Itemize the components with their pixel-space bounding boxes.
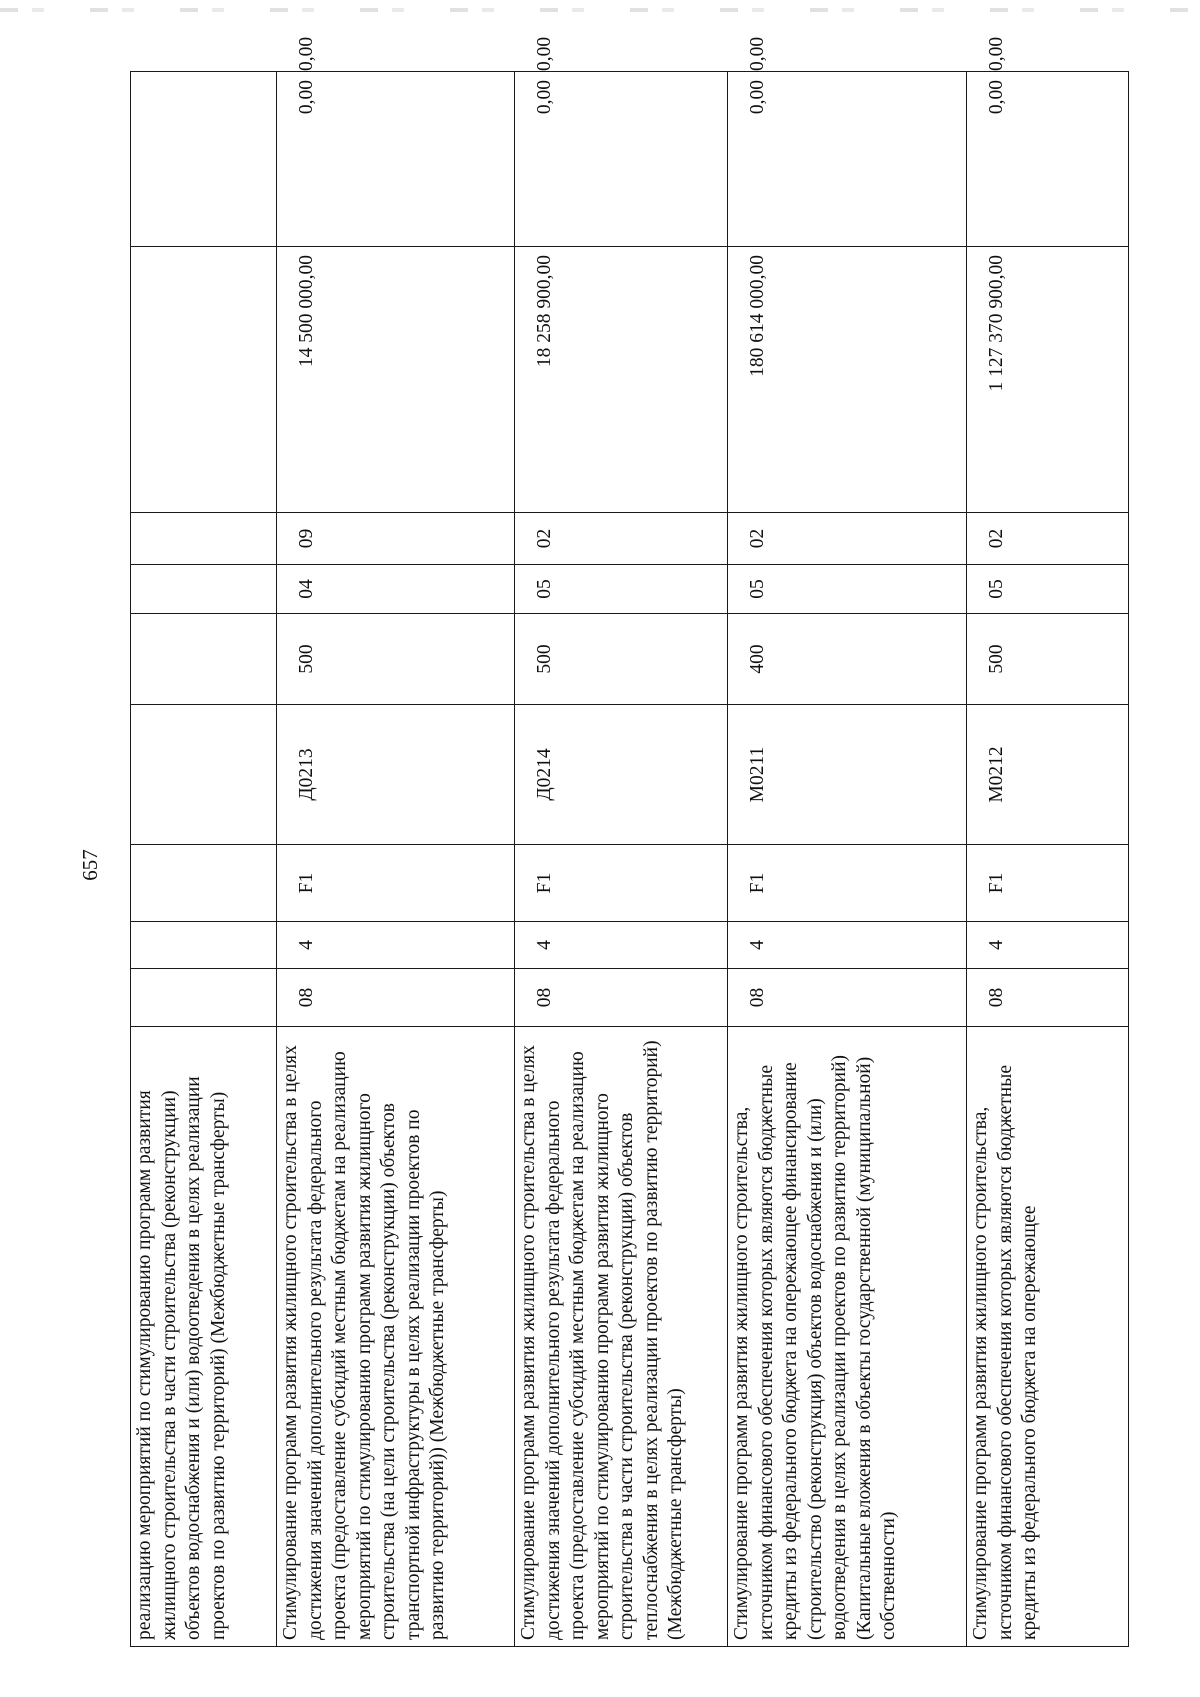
cell-program: 4 [277, 922, 515, 969]
cell-direction: Д0214 [515, 705, 728, 845]
cell-direction: М0211 [728, 705, 967, 845]
cell-expense-type [131, 614, 277, 705]
cell-program: 4 [515, 922, 728, 969]
cell-sum-year1: 18 258 900,00 [515, 247, 728, 513]
cell-section [131, 565, 277, 614]
cell-direction: М0212 [967, 705, 1129, 845]
table-row: Стимулирование программ развития жилищного строительства, источником финансового обеспечения которых являются бюджетные кредиты из федерального бюджета на опережающее финансирование (строительство (реконструкция) объектов водоснабжения и (или) водоотведения в целях реализации проектов по развитию территорий) (Капитальные вложения в объекты государственной (муниципальной) собственности) 08 4 F1 М0211 400 05 02 180 614 000,00 0,00 0,00 [728, 72, 967, 1647]
cell-subsection [131, 513, 277, 565]
table-row: Стимулирование программ развития жилищного строительства в целях достижения значений дополнительного результата федерального проекта (предоставление субсидий местным бюджетам на реализацию мероприятий по стимулированию программ развития жилищного строительства в части строительства (реконструкции) объектов теплоснабжения в целях реализации проектов по развитию территорий) (Межбюджетные трансферты) 08 4 F1 Д0214 500 05 02 18 258 900,00 0,00 0,00 [515, 72, 728, 1647]
cell-sum-year2: 0,00 [515, 72, 728, 247]
scan-artifact-line [0, 8, 1200, 12]
budget-table-rotated [130, 36, 1128, 1647]
cell-direction [131, 705, 277, 845]
table-row: Стимулирование программ развития жилищного строительства, источником финансового обеспечения которых являются бюджетные кредиты из федерального бюджета на опережающее 08 4 F1 М0212 500 05 02 1 127 370 900,00 0,00 0,00 [967, 72, 1129, 1647]
cell-subsection: 02 [515, 513, 728, 565]
cell-section: 05 [967, 565, 1129, 614]
cell-section: 05 [728, 565, 967, 614]
cell-sum-year2: 0,00 [728, 72, 967, 247]
cell-section: 05 [515, 565, 728, 614]
cell-sum-year1 [131, 247, 277, 513]
budget-table [130, 36, 1129, 1647]
row-description: Стимулирование программ развития жилищного строительства в целях достижения значений дополнительного результата федерального проекта (предоставление субсидий местным бюджетам на реализацию мероприятий по стимулированию программ развития жилищного строительства в части строительства (реконструкции) объектов теплоснабжения в целях реализации проектов по развитию территорий) (Межбюджетные трансферты) [515, 1027, 728, 1647]
page-number: 657 [78, 849, 102, 881]
cell-sum-year2 [131, 72, 277, 247]
cell-federal-project: F1 [728, 845, 967, 922]
row-description: Стимулирование программ развития жилищного строительства, источником финансового обеспечения которых являются бюджетные кредиты из федерального бюджета на опережающее финансирование (строительство (реконструкция) объектов водоснабжения и (или) водоотведения в целях реализации проектов по развитию территорий) (Капитальные вложения в объекты государственной (муниципальной) собственности) [728, 1027, 967, 1647]
cell-direction: Д0213 [277, 705, 515, 845]
cell-subsection: 02 [967, 513, 1129, 565]
cell-subsection: 09 [277, 513, 515, 565]
table-row: Стимулирование программ развития жилищного строительства в целях достижения значений дополнительного результата федерального проекта (предоставление субсидий местным бюджетам на реализацию мероприятий по стимулированию программ развития жилищного строительства (на цели строительства (реконструкции) объектов транспортной инфраструктуры в целях реализации проектов по развитию территорий)) (Межбюджетные трансферты) 08 4 F1 Д0213 500 04 09 14 500 000,00 0,00 0,00 [277, 72, 515, 1647]
cell-federal-project: F1 [277, 845, 515, 922]
row-description: реализацию мероприятий по стимулированию программ развития жилищного строительства в части строительства (реконструкции) объектов водоснабжения и (или) водоотведения в целях реализации проектов по развитию территорий) (Межбюджетные трансферты) [131, 1027, 277, 1647]
cell-gr: 08 [515, 969, 728, 1027]
cell-program: 4 [728, 922, 967, 969]
cell-subsection: 02 [728, 513, 967, 565]
cell-federal-project: F1 [967, 845, 1129, 922]
cell-expense-type: 500 [277, 614, 515, 705]
cell-gr [131, 969, 277, 1027]
cell-federal-project [131, 845, 277, 922]
cell-gr: 08 [967, 969, 1129, 1027]
cell-gr: 08 [728, 969, 967, 1027]
cell-federal-project: F1 [515, 845, 728, 922]
cell-expense-type: 400 [728, 614, 967, 705]
cell-sum-year1: 14 500 000,00 [277, 247, 515, 513]
cell-program: 4 [967, 922, 1129, 969]
cell-sum-year1: 180 614 000,00 [728, 247, 967, 513]
cell-expense-type: 500 [515, 614, 728, 705]
cell-sum-year2: 0,00 [967, 72, 1129, 247]
cell-section: 04 [277, 565, 515, 614]
row-description: Стимулирование программ развития жилищного строительства в целях достижения значений дополнительного результата федерального проекта (предоставление субсидий местным бюджетам на реализацию мероприятий по стимулированию программ развития жилищного строительства (на цели строительства (реконструкции) объектов транспортной инфраструктуры в целях реализации проектов по развитию территорий)) (Межбюджетные трансферты) [277, 1027, 515, 1647]
cell-sum-year1: 1 127 370 900,00 [967, 247, 1129, 513]
cell-gr: 08 [277, 969, 515, 1027]
row-description: Стимулирование программ развития жилищного строительства, источником финансового обеспечения которых являются бюджетные кредиты из федерального бюджета на опережающее [967, 1027, 1129, 1647]
cell-expense-type: 500 [967, 614, 1129, 705]
cell-program [131, 922, 277, 969]
table-row [131, 72, 277, 1647]
cell-sum-year2: 0,00 [277, 72, 515, 247]
